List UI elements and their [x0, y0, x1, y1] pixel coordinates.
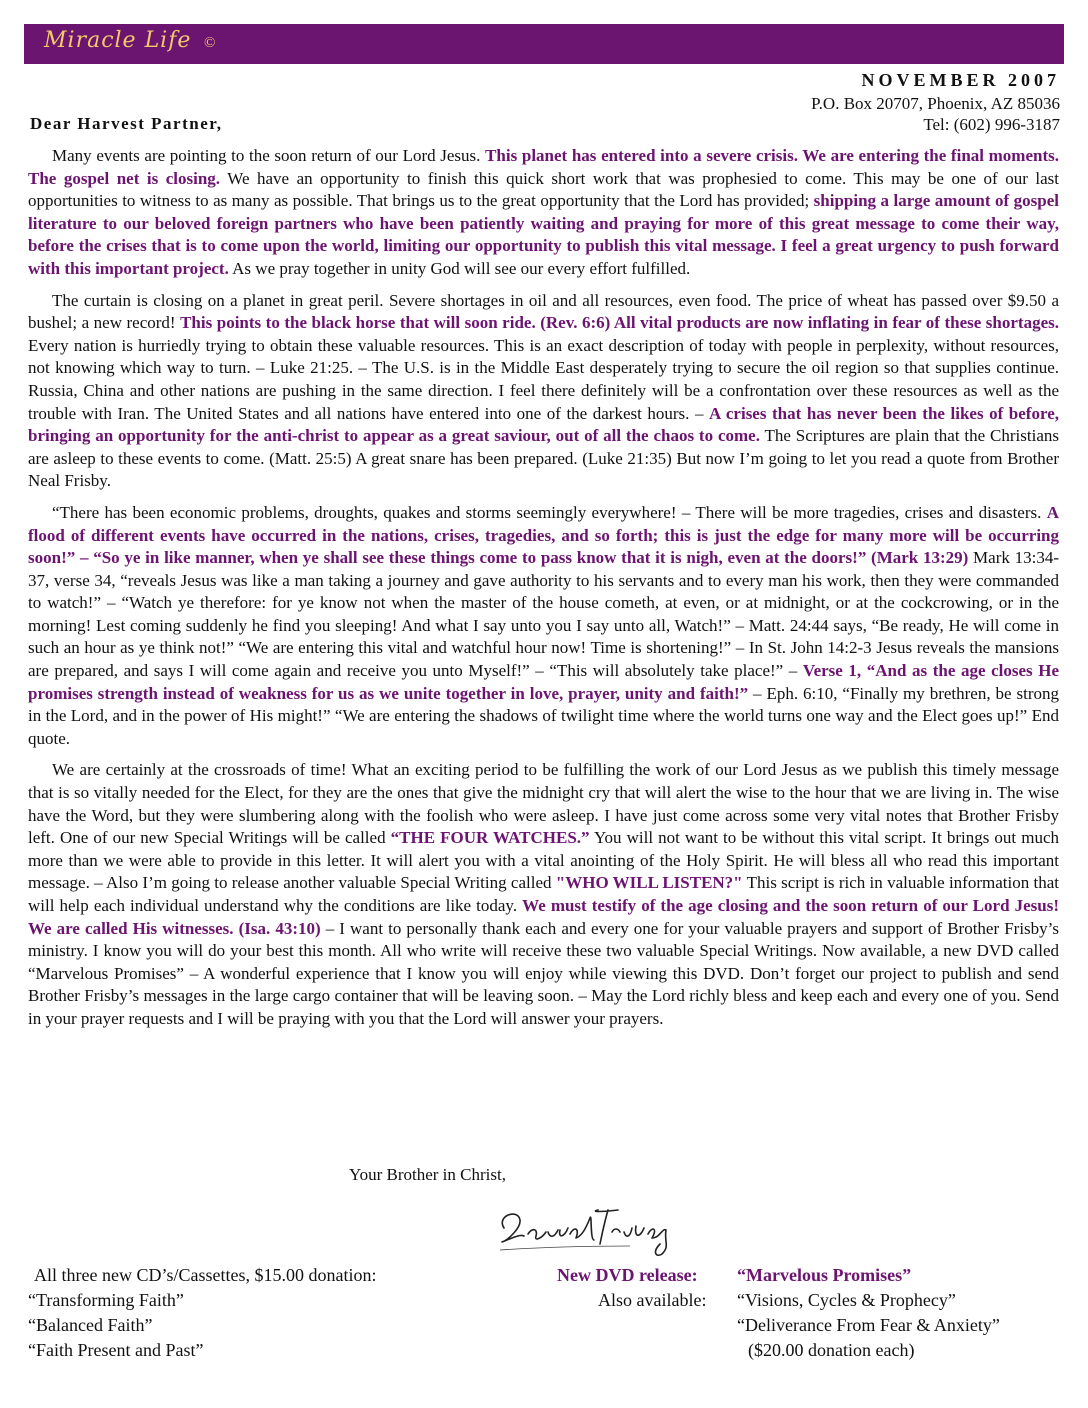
body-text: The Scriptures are plain that the Christians are asleep to these events to come. (Matt. 25:5) A great snare has been prepared. (Luke 21:35) But now I’m going to let you read a quote from Brother Neal Frisby.: [28, 426, 1059, 491]
letter-paragraph: [28, 759, 1059, 1030]
body-text: We are certainly at the crossroads of time! What an exciting period to be fulfilling the work of our Lord Jesus as we publish this timely message that is so vitally needed for the Elect, for they are the ones that give the midnight cry that will alert the wise to the hour that we are living in. The wise have the Word, but they were slumbering along with the foolish who were asleep. I have just come across some very vital notes that Brother Frisby left. One of our new Special Writings will be called: [28, 760, 1059, 848]
body-text: – I want to personally thank each and every one for your valuable prayers and support of Brother Frisby’s ministry. I know you will do your best this month. All who write will receive these two valuable Special Writings. Now available, a new DVD called “Marvelous Promises” – A wonderful experience that I know you will enjoy while viewing this DVD. Don’t forget our project to publish and send Brother Frisby’s messages in the large cargo container that will be leaving soon. – May the Lord richly bless and keep each and every one of you. Send in your prayer requests and I will be praying with you that the Lord will answer your prayers.: [28, 918, 1059, 1028]
cd-title: “Transforming Faith”: [28, 1290, 184, 1310]
body-text: This script is rich in valuable information that will help each individual understand why the conditions are like today.: [28, 873, 1059, 915]
body-text: The curtain is closing on a planet in great peril. Severe shortages in oil and all resources, even food. The price of wheat has passed over $9.50 a bushel; a new record!: [28, 290, 1059, 333]
body-text: As we pray together in unity God will see our every effort fulfilled.: [228, 258, 691, 278]
greeting: Dear Harvest Partner,: [30, 114, 223, 133]
also-available-item: “Deliverance From Fear & Anxiety”: [737, 1315, 1000, 1335]
body-text: Every nation is hurriedly trying to obtain these valuable resources. This is an exact description of today with people in perplexity, without resources, not knowing which way to turn. – Luke 21:25. – The U.S. is in the Middle East desperately trying to secure the oil region so that supplies continue. Russia, China and other nations are pushing in the same direction. I feel there definitely will be a confrontation over these resources as well as the trouble with Iran. The United States and all nations have entered into one of the darkest hours. –: [28, 335, 1059, 423]
highlighted-text: “THE FOUR WATCHES.”: [390, 828, 590, 848]
also-available-item: “Visions, Cycles & Prophecy”: [737, 1290, 956, 1310]
dvd-release-title: “Marvelous Promises”: [737, 1265, 912, 1285]
body-text: Mark 13:34-37, verse 34, “reveals Jesus was like a man taking a journey and gave authority to his servants and to every man his work, then they were commanded to watch!” – “Watch ye therefore: for ye know not when the master of the house cometh, at even, or at midnight, or at the cockcrowing, or in the morning! Lest coming suddenly he find you sleeping! And what I say unto you I say unto all, Watch!” – Matt. 24:44 says, “Be ready, He will come in such an hour as ye think not!” “We are entering this vital and watchful hour now! Time is shortening!” – In St. John 14:2-3 Jesus reveals the mansions are prepared, and says I will come again and receive you unto Myself!” – “This will absolutely take place!” –: [28, 548, 1059, 681]
mailing-address: P.O. Box 20707, Phoenix, AZ 85036: [811, 94, 1060, 113]
highlighted-text: This points to the black horse that will soon ride. (Rev. 6:6) All vital products are now inflating in fear of these shortages.: [180, 313, 1059, 333]
body-text: We have an opportunity to finish this quick short work that was prophesied to come. This may be one of our last opportunities to witness to as many as possible. That brings us to the great opportunity that the Lord has provided;: [28, 168, 1059, 211]
donation-note: ($20.00 donation each): [748, 1340, 915, 1360]
copyright-symbol: ©: [204, 35, 216, 51]
closing-line: Your Brother in Christ,: [349, 1165, 506, 1184]
letter-paragraph: [28, 290, 1059, 493]
letter-paragraph: [28, 502, 1059, 751]
cd-title: “Balanced Faith”: [28, 1315, 153, 1335]
header-banner: [24, 24, 1064, 64]
cd-offer-heading: All three new CD’s/Cassettes, $15.00 donation:: [34, 1265, 377, 1285]
body-text: You will not want to be without this vital script. It brings out much more than we were able to provide in this letter. It will alert you with a vital anointing of the Holy Spirit. He will bless all who read this important message. – Also I’m going to release another valuable Special Writing called: [28, 828, 1059, 893]
dvd-release-label: New DVD release:: [557, 1265, 698, 1285]
highlighted-text: A crises that has never been the likes of before, bringing an opportunity for the anti-christ to appear as a great saviour, out of all the chaos to come.: [28, 403, 1059, 446]
highlighted-text: This planet has entered into a severe crisis. We are entering the final moments. The gospel net is closing.: [28, 146, 1059, 188]
highlighted-text: A flood of different events have occurred in the nations, crises, tragedies, and so forth; this is just the edge for many more will be occurring soon!” – “So ye in like manner, when ye shall see these things come to pass know that it is nigh, even at the doors!” (Mark 13:29): [28, 502, 1059, 568]
signature: [490, 1198, 710, 1258]
body-text: – Eph. 6:10, “Finally my brethren, be strong in the Lord, and in the power of His might!” “We are entering the shadows of twilight time where the world turns one way and the Elect goes up!” End quote.: [28, 683, 1059, 748]
body-text: “There has been economic problems, droughts, quakes and storms seemingly everywhere! – There will be more tragedies, crises and disasters.: [52, 502, 1047, 522]
brand-title: Miracle Life: [44, 28, 192, 53]
highlighted-text: "WHO WILL LISTEN?": [555, 873, 743, 893]
body-text: Many events are pointing to the soon return of our Lord Jesus.: [52, 146, 486, 165]
cd-offer: [28, 1263, 376, 1363]
highlighted-text: Verse 1, “And as the age closes He promises strength instead of weakness for us as we unite together in love, prayer, unity and faith!”: [28, 661, 1059, 703]
letter-paragraph: [28, 145, 1059, 281]
telephone: Tel: (602) 996-3187: [923, 115, 1060, 134]
highlighted-text: shipping a large amount of gospel literature to our beloved foreign partners who have been patiently waiting and praying for more of this great message to come their way, before the crises that is to come upon the world, limiting our opportunity to publish this vital message. I feel a great urgency to push forward with this important project.: [28, 191, 1059, 278]
cd-title: “Faith Present and Past”: [28, 1340, 204, 1360]
letter-body: [28, 145, 1059, 1040]
highlighted-text: We must testify of the age closing and the soon return of our Lord Jesus! We are called His witnesses. (Isa. 43:10): [28, 896, 1059, 938]
newsletter-date: NOVEMBER 2007: [861, 70, 1060, 90]
also-available-label: Also available:: [598, 1290, 707, 1310]
